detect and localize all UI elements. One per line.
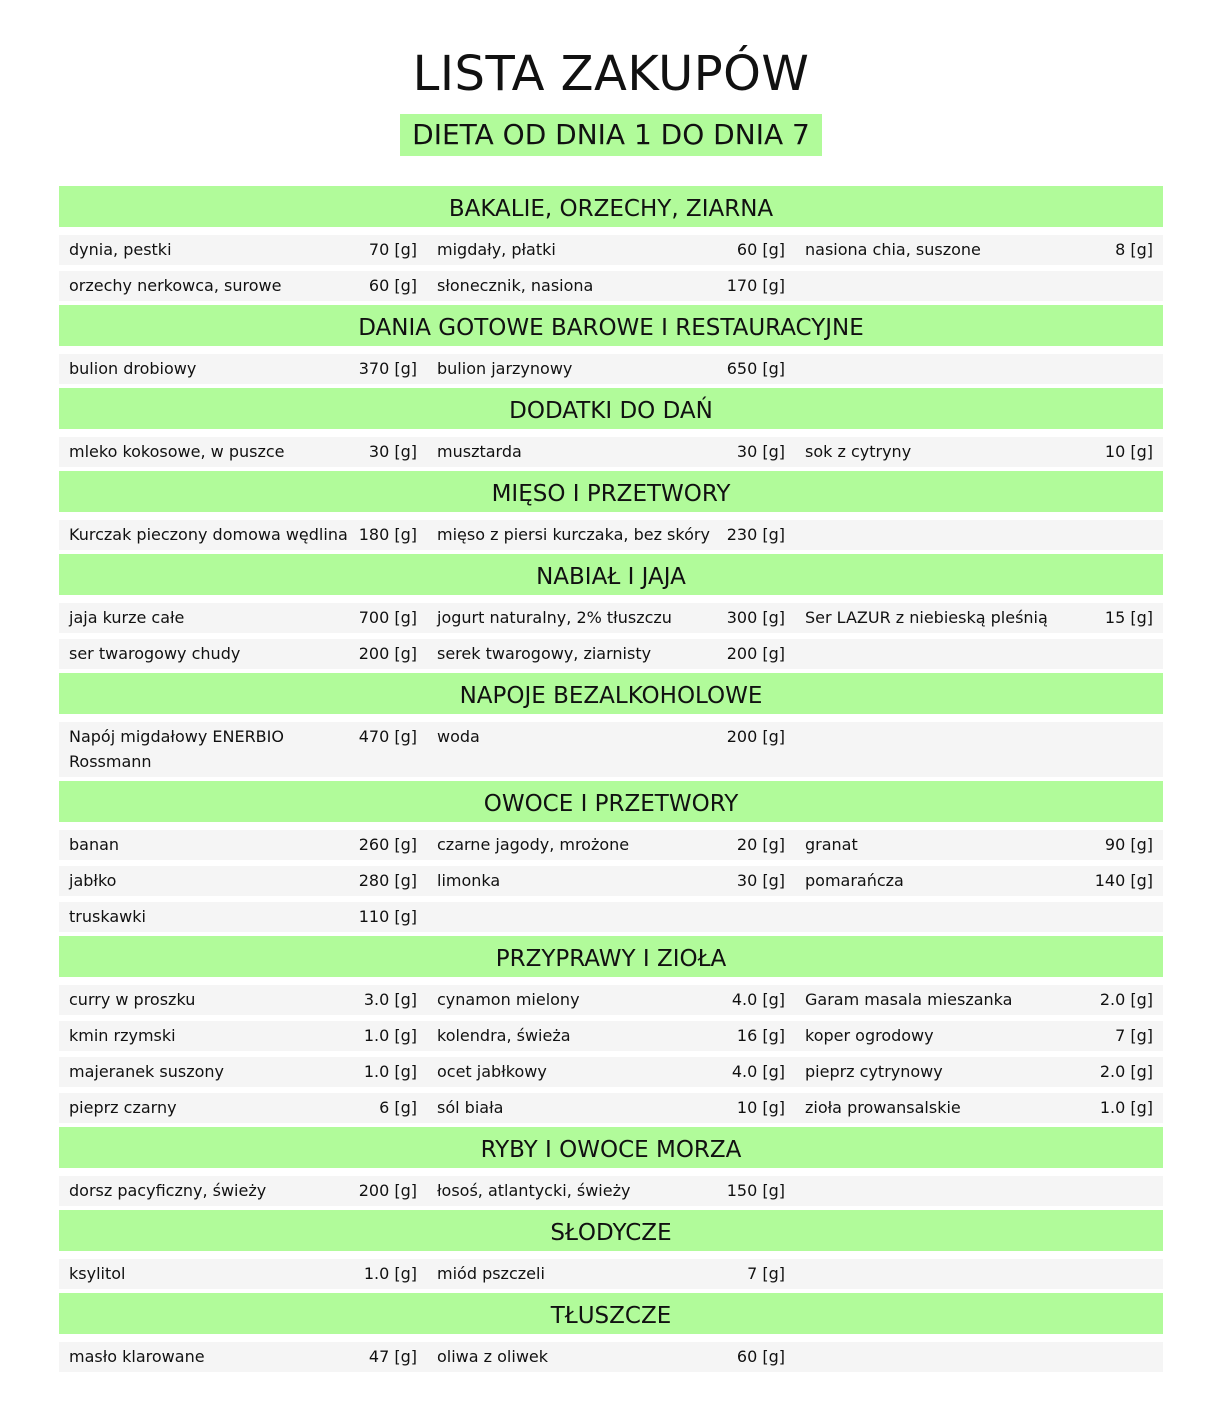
item-row xyxy=(59,1176,1163,1206)
item-quantity: 60 [g] xyxy=(368,276,417,295)
list-item xyxy=(795,235,1163,265)
item-name: słonecznik, nasiona xyxy=(437,276,594,295)
item-quantity: 2.0 [g] xyxy=(1099,990,1153,1009)
item-name: bulion drobiowy xyxy=(69,359,197,378)
item-quantity: 8 [g] xyxy=(1115,240,1153,259)
list-item xyxy=(427,271,795,301)
list-item xyxy=(427,830,795,860)
list-item xyxy=(59,1093,427,1123)
item-row xyxy=(59,1057,1163,1087)
item-row xyxy=(59,603,1163,633)
item-quantity: 30 [g] xyxy=(736,871,785,890)
item-name: pomarańcza xyxy=(805,871,904,890)
item-name: jogurt naturalny, 2% tłuszczu xyxy=(437,608,672,627)
item-name: pieprz czarny xyxy=(69,1098,177,1117)
list-item xyxy=(59,235,427,265)
item-name: musztarda xyxy=(437,442,522,461)
item-name: Garam masala mieszanka xyxy=(805,990,1013,1009)
list-item xyxy=(59,830,427,860)
item-quantity: 30 [g] xyxy=(736,442,785,461)
item-quantity: 60 [g] xyxy=(736,240,785,259)
item-quantity: 2.0 [g] xyxy=(1099,1062,1153,1081)
list-item xyxy=(59,271,427,301)
list-item xyxy=(59,1259,427,1289)
item-quantity: 140 [g] xyxy=(1094,871,1153,890)
list-item xyxy=(795,603,1163,633)
item-name: miód pszczeli xyxy=(437,1264,545,1283)
item-name: masło klarowane xyxy=(69,1347,205,1366)
item-name: sok z cytryny xyxy=(805,442,912,461)
list-item xyxy=(59,520,427,550)
item-name: oliwa z oliwek xyxy=(437,1347,549,1366)
item-row xyxy=(59,830,1163,860)
item-name: Kurczak pieczony domowa wędlina xyxy=(69,525,348,544)
item-row xyxy=(59,1021,1163,1051)
list-item xyxy=(59,1021,427,1051)
item-row xyxy=(59,639,1163,669)
item-row xyxy=(59,1259,1163,1289)
list-item xyxy=(427,603,795,633)
list-item xyxy=(795,985,1163,1015)
list-item xyxy=(795,354,1163,384)
item-name: dynia, pestki xyxy=(69,240,172,259)
item-quantity: 3.0 [g] xyxy=(363,990,417,1009)
item-row xyxy=(59,1093,1163,1123)
item-name: bulion jarzynowy xyxy=(437,359,573,378)
item-quantity: 1.0 [g] xyxy=(363,1026,417,1045)
item-name: mięso z piersi kurczaka, bez skóry xyxy=(437,525,710,544)
item-name: curry w proszku xyxy=(69,990,196,1009)
item-name xyxy=(805,522,1153,547)
item-quantity: 4.0 [g] xyxy=(731,1062,785,1081)
list-item xyxy=(59,985,427,1015)
list-item xyxy=(427,1021,795,1051)
item-name: ser twarogowy chudy xyxy=(69,644,241,663)
list-item xyxy=(59,354,427,384)
item-quantity: 470 [g] xyxy=(358,727,417,746)
list-item xyxy=(427,235,795,265)
list-item xyxy=(59,437,427,467)
item-name xyxy=(805,641,1153,666)
item-name: orzechy nerkowca, surowe xyxy=(69,276,282,295)
list-item xyxy=(795,437,1163,467)
item-name: limonka xyxy=(437,871,501,890)
category-header: TŁUSZCZE xyxy=(59,1293,1163,1334)
item-quantity: 170 [g] xyxy=(726,276,785,295)
item-row xyxy=(59,437,1163,467)
item-name: granat xyxy=(805,835,858,854)
item-row xyxy=(59,902,1163,932)
list-item xyxy=(59,902,427,932)
item-name: zioła prowansalskie xyxy=(805,1098,961,1117)
item-name: czarne jagody, mrożone xyxy=(437,835,630,854)
item-name: migdały, płatki xyxy=(437,240,556,259)
list-item xyxy=(427,520,795,550)
list-item xyxy=(795,1176,1163,1206)
item-quantity: 200 [g] xyxy=(726,644,785,663)
list-item xyxy=(427,985,795,1015)
item-name xyxy=(805,273,1153,298)
list-item xyxy=(795,902,1163,932)
item-name: koper ogrodowy xyxy=(805,1026,934,1045)
list-item xyxy=(427,1176,795,1206)
item-quantity: 1.0 [g] xyxy=(363,1062,417,1081)
item-quantity: 110 [g] xyxy=(358,907,417,926)
list-item xyxy=(59,1342,427,1372)
item-quantity: 650 [g] xyxy=(726,359,785,378)
list-item xyxy=(795,1093,1163,1123)
category-header: SŁODYCZE xyxy=(59,1210,1163,1251)
item-name: serek twarogowy, ziarnisty xyxy=(437,644,652,663)
list-item xyxy=(795,271,1163,301)
item-name: majeranek suszony xyxy=(69,1062,225,1081)
item-name: woda xyxy=(437,727,480,746)
category-header: NAPOJE BEZALKOHOLOWE xyxy=(59,673,1163,714)
category-header: BAKALIE, ORZECHY, ZIARNA xyxy=(59,186,1163,227)
item-name: ksylitol xyxy=(69,1264,126,1283)
list-item xyxy=(59,639,427,669)
item-quantity: 300 [g] xyxy=(726,608,785,627)
item-quantity: 150 [g] xyxy=(726,1181,785,1200)
item-name: łosoś, atlantycki, świeży xyxy=(437,1181,631,1200)
list-item xyxy=(59,722,427,777)
item-row xyxy=(59,985,1163,1015)
list-item xyxy=(59,1057,427,1087)
item-quantity: 6 [g] xyxy=(379,1098,417,1117)
list-item xyxy=(427,866,795,896)
item-quantity: 200 [g] xyxy=(358,1181,417,1200)
list-item xyxy=(59,1176,427,1206)
item-name xyxy=(437,904,785,929)
list-item xyxy=(795,722,1163,777)
item-name: Ser LAZUR z niebieską pleśnią xyxy=(805,608,1048,627)
item-name: jaja kurze całe xyxy=(69,608,185,627)
item-name: ocet jabłkowy xyxy=(437,1062,547,1081)
item-name xyxy=(805,356,1153,381)
item-name xyxy=(805,904,1153,929)
category-header: DANIA GOTOWE BAROWE I RESTAURACYJNE xyxy=(59,305,1163,346)
list-item xyxy=(427,437,795,467)
item-quantity: 180 [g] xyxy=(358,525,417,544)
list-item xyxy=(427,354,795,384)
item-name xyxy=(805,724,1153,774)
item-row xyxy=(59,520,1163,550)
item-quantity: 700 [g] xyxy=(358,608,417,627)
item-name: cynamon mielony xyxy=(437,990,580,1009)
item-row xyxy=(59,235,1163,265)
item-quantity: 30 [g] xyxy=(368,442,417,461)
list-item xyxy=(795,1259,1163,1289)
item-name: sól biała xyxy=(437,1098,504,1117)
item-row xyxy=(59,866,1163,896)
item-row xyxy=(59,354,1163,384)
list-item xyxy=(795,639,1163,669)
item-name: Napój migdałowy ENERBIO Rossmann xyxy=(69,727,284,771)
list-item xyxy=(59,866,427,896)
list-item xyxy=(795,1342,1163,1372)
item-quantity: 90 [g] xyxy=(1104,835,1153,854)
list-item xyxy=(795,520,1163,550)
item-quantity: 260 [g] xyxy=(358,835,417,854)
item-name xyxy=(805,1178,1153,1203)
item-quantity: 230 [g] xyxy=(726,525,785,544)
list-item xyxy=(427,902,795,932)
list-item xyxy=(427,722,795,777)
item-name: banan xyxy=(69,835,120,854)
item-quantity: 10 [g] xyxy=(736,1098,785,1117)
item-name: kolendra, świeża xyxy=(437,1026,571,1045)
category-header: PRZYPRAWY I ZIOŁA xyxy=(59,936,1163,977)
page-title: LISTA ZAKUPÓW xyxy=(412,46,810,102)
category-list xyxy=(59,186,1163,1372)
item-quantity: 7 [g] xyxy=(1115,1026,1153,1045)
item-name xyxy=(805,1261,1153,1286)
subtitle-wrap xyxy=(0,114,1222,156)
item-quantity: 47 [g] xyxy=(368,1347,417,1366)
category-header: NABIAŁ I JAJA xyxy=(59,554,1163,595)
item-quantity: 70 [g] xyxy=(368,240,417,259)
category-header: DODATKI DO DAŃ xyxy=(59,388,1163,429)
item-quantity: 10 [g] xyxy=(1104,442,1153,461)
item-quantity: 15 [g] xyxy=(1104,608,1153,627)
item-row xyxy=(59,722,1163,777)
list-item xyxy=(795,1057,1163,1087)
item-name: pieprz cytrynowy xyxy=(805,1062,943,1081)
item-quantity: 370 [g] xyxy=(358,359,417,378)
item-name: truskawki xyxy=(69,907,146,926)
list-item xyxy=(59,603,427,633)
item-quantity: 60 [g] xyxy=(736,1347,785,1366)
category-header: RYBY I OWOCE MORZA xyxy=(59,1127,1163,1168)
item-name xyxy=(805,1344,1153,1369)
item-name: mleko kokosowe, w puszce xyxy=(69,442,285,461)
item-name: dorsz pacyficzny, świeży xyxy=(69,1181,267,1200)
list-item xyxy=(795,830,1163,860)
list-item xyxy=(427,1093,795,1123)
item-quantity: 16 [g] xyxy=(736,1026,785,1045)
item-name: jabłko xyxy=(69,871,117,890)
diet-range-subtitle: DIETA OD DNIA 1 DO DNIA 7 xyxy=(400,114,822,156)
item-quantity: 200 [g] xyxy=(726,727,785,746)
item-quantity: 280 [g] xyxy=(358,871,417,890)
category-header: OWOCE I PRZETWORY xyxy=(59,781,1163,822)
list-item xyxy=(427,639,795,669)
item-row xyxy=(59,271,1163,301)
item-quantity: 7 [g] xyxy=(747,1264,785,1283)
item-row xyxy=(59,1342,1163,1372)
category-header: MIĘSO I PRZETWORY xyxy=(59,471,1163,512)
list-item xyxy=(427,1057,795,1087)
item-quantity: 200 [g] xyxy=(358,644,417,663)
item-name: kmin rzymski xyxy=(69,1026,176,1045)
item-name: nasiona chia, suszone xyxy=(805,240,981,259)
list-item xyxy=(795,1021,1163,1051)
item-quantity: 4.0 [g] xyxy=(731,990,785,1009)
item-quantity: 1.0 [g] xyxy=(363,1264,417,1283)
list-item xyxy=(427,1342,795,1372)
item-quantity: 20 [g] xyxy=(736,835,785,854)
list-item xyxy=(795,866,1163,896)
list-item xyxy=(427,1259,795,1289)
item-quantity: 1.0 [g] xyxy=(1099,1098,1153,1117)
